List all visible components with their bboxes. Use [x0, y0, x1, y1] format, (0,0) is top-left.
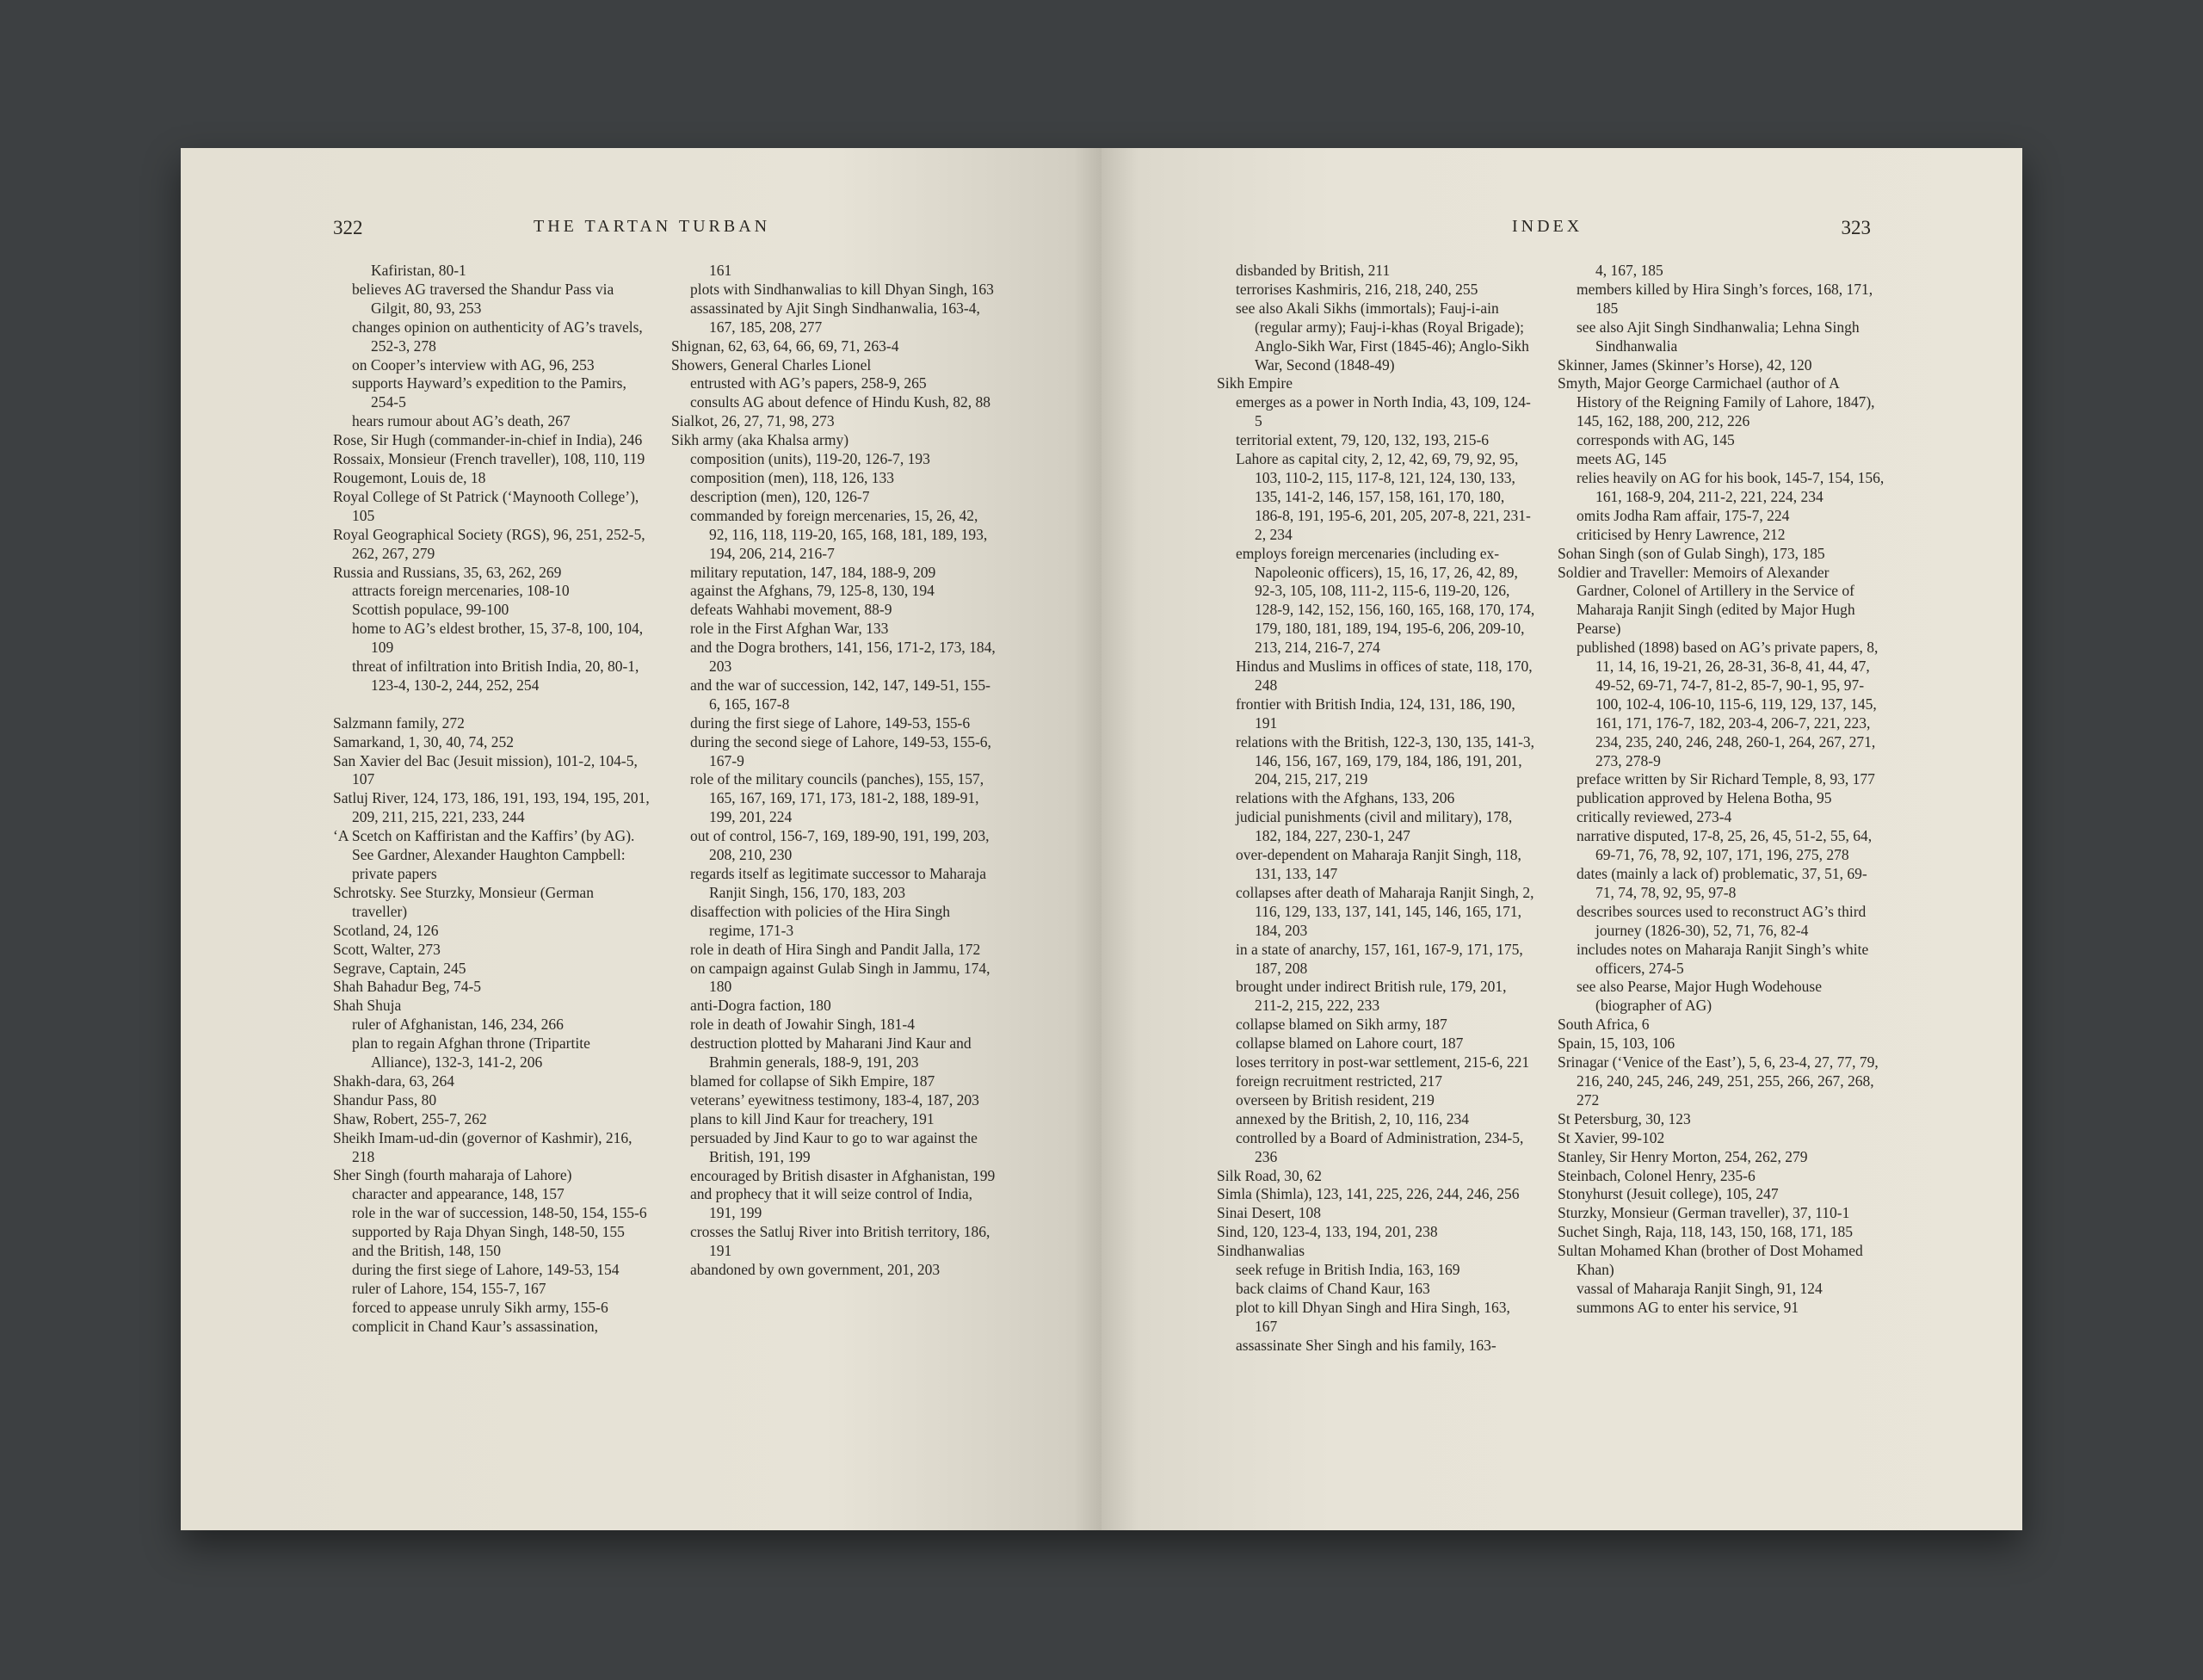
index-subentry: relations with the British, 122-3, 130, 135, 141-3, 146, 156, 167, 169, 179, 184, 186, 191, 201, 204, 215, 217, 219	[1236, 732, 1535, 788]
index-subentry: role in death of Jowahir Singh, 181-4	[690, 1016, 915, 1034]
index-entry: Salzmann family, 272	[333, 713, 465, 732]
index-subentry: Kafiristan, 80-1	[371, 262, 466, 279]
index-subentry: territorial extent, 79, 120, 132, 193, 215-6	[1236, 431, 1490, 449]
index-subentry: overseen by British resident, 219	[1236, 1090, 1435, 1109]
index-subentry: meets AG, 145	[1577, 450, 1667, 468]
left-page-number: 322	[333, 217, 363, 238]
index-entry: St Xavier, 99-102	[1558, 1128, 1665, 1146]
index-subentry: attracts foreign mercenaries, 108-10	[352, 582, 570, 600]
index-entry: St Petersburg, 30, 123	[1558, 1109, 1691, 1127]
index-subentry: criticised by Henry Lawrence, 212	[1577, 525, 1786, 543]
index-subentry: role in death of Hira Singh and Pandit Jalla, 172	[690, 940, 981, 958]
index-subentry: composition (units), 119-20, 126-7, 193	[690, 450, 930, 468]
index-entry: Soldier and Traveller: Memoirs of Alexander Gardner, Colonel of Artillery in the Service of Maharaja Ranjit Singh (edited by Major Hugh Pearse)	[1558, 563, 1855, 638]
index-subentry: entrusted with AG’s papers, 258-9, 265	[690, 374, 927, 392]
index-entry: Srinagar (‘Venice of the East’), 5, 6, 23-4, 27, 77, 79, 216, 240, 245, 246, 249, 251, 255, 266, 267, 268, 272	[1558, 1053, 1879, 1109]
index-subentry: plots with Sindhanwalias to kill Dhyan Singh, 163	[690, 280, 994, 298]
index-subentry: role in the First Afghan War, 133	[690, 620, 889, 638]
index-subentry: corresponds with AG, 145	[1577, 431, 1735, 449]
index-subentry: character and appearance, 148, 157	[352, 1185, 565, 1203]
index-subentry: and the British, 148, 150	[352, 1242, 502, 1260]
index-entry: Shakh-dara, 63, 264	[333, 1072, 454, 1090]
index-subentry: ruler of Afghanistan, 146, 234, 266	[352, 1016, 564, 1034]
index-entry: Sikh Empire	[1217, 374, 1293, 392]
index-subentry: forced to appease unruly Sikh army, 155-6	[352, 1298, 608, 1316]
index-entry: Rose, Sir Hugh (commander-in-chief in India), 246	[333, 431, 643, 449]
index-entry: Sheikh Imam-ud-din (governor of Kashmir), 216, 218	[333, 1128, 633, 1165]
index-subentry: publication approved by Helena Botha, 95	[1577, 789, 1832, 807]
index-subentry: assassinate Sher Singh and his family, 163-	[1236, 1336, 1496, 1354]
index-subentry: description (men), 120, 126-7	[690, 487, 870, 505]
index-subentry: commanded by foreign mercenaries, 15, 26, 42, 92, 116, 118, 119-20, 165, 168, 181, 189, 193, 194, 206, 214, 216-7	[690, 506, 988, 562]
index-subentry: seek refuge in British India, 163, 169	[1236, 1261, 1460, 1279]
index-subentry: military reputation, 147, 184, 188-9, 209	[690, 563, 936, 581]
index-subentry: regards itself as legitimate successor to Maharaja Ranjit Singh, 156, 170, 183, 203	[690, 865, 987, 901]
index-entry: Sturzky, Monsieur (German traveller), 37, 110-1	[1558, 1204, 1850, 1222]
index-entry: South Africa, 6	[1558, 1016, 1650, 1034]
index-subentry: collapse blamed on Sikh army, 187	[1236, 1016, 1447, 1034]
index-subentry: back claims of Chand Kaur, 163	[1236, 1279, 1430, 1297]
index-entry: Schrotsky. See Sturzky, Monsieur (German traveller)	[333, 883, 594, 920]
index-entry: Smyth, Major George Carmichael (author of A History of the Reigning Family of Lahore, 1847), 145, 162, 188, 200, 212, 226	[1558, 374, 1875, 430]
index-subentry: encouraged by British disaster in Afghanistan, 199	[690, 1166, 996, 1184]
index-subentry: and prophecy that it will seize control of India, 191, 199	[690, 1185, 973, 1222]
index-subentry: role of the military councils (panches), 155, 157, 165, 167, 169, 171, 173, 181-2, 188, 189-91, 199, 201, 224	[690, 770, 984, 826]
index-entry: Shaw, Robert, 255-7, 262	[333, 1109, 487, 1127]
index-subentry: disaffection with policies of the Hira Singh regime, 171-3	[690, 902, 950, 939]
index-entry: Steinbach, Colonel Henry, 235-6	[1558, 1166, 1756, 1184]
index-entry: Russia and Russians, 35, 63, 262, 269	[333, 563, 562, 581]
index-subentry: on Cooper’s interview with AG, 96, 253	[352, 355, 595, 374]
index-subentry: over-dependent on Maharaja Ranjit Singh, 118, 131, 133, 147	[1236, 846, 1521, 882]
index-subentry: employs foreign mercenaries (including ex-Napoleonic officers), 15, 16, 17, 26, 42, 89, 92-3, 105, 108, 111-2, 115-6, 119-20, 126, 128-9, 142, 152, 156, 160, 165, 168, 170, 174, 179, 180, 181, 189, 194, 195-6, 206, 209-10, 213, 214, 216-7, 274	[1236, 544, 1535, 657]
index-subentry: plot to kill Dhyan Singh and Hira Singh, 163, 167	[1236, 1298, 1510, 1335]
right-index-column-1	[1217, 262, 1535, 1356]
index-entry: Sindhanwalias	[1217, 1242, 1305, 1260]
index-entry: Sind, 120, 123-4, 133, 194, 201, 238	[1217, 1223, 1438, 1241]
index-subentry: anti-Dogra faction, 180	[690, 997, 831, 1015]
index-subentry: threat of infiltration into British India, 20, 80-1, 123-4, 130-2, 244, 252, 254	[352, 658, 639, 694]
left-index-column-1	[333, 262, 651, 1337]
index-entry: Rossaix, Monsieur (French traveller), 108, 110, 119	[333, 450, 645, 468]
index-subentry: crosses the Satluj River into British territory, 186, 191	[690, 1223, 990, 1260]
index-subentry: hears rumour about AG’s death, 267	[352, 412, 571, 430]
index-entry: Rougemont, Louis de, 18	[333, 468, 486, 486]
index-subentry: complicit in Chand Kaur’s assassination,	[352, 1317, 598, 1335]
index-entry: Simla (Shimla), 123, 141, 225, 226, 244, 246, 256	[1217, 1185, 1520, 1203]
index-subentry: plans to kill Jind Kaur for treachery, 191	[690, 1109, 935, 1127]
index-subentry: disbanded by British, 211	[1236, 262, 1391, 279]
index-entry: Sinai Desert, 108	[1217, 1204, 1322, 1222]
index-subentry: persuaded by Jind Kaur to go to war against the British, 191, 199	[690, 1128, 978, 1165]
book-spread	[181, 148, 2022, 1530]
index-subentry: published (1898) based on AG’s private papers, 8, 11, 14, 16, 19-21, 26, 28-31, 36-8, 41, 44, 47, 49-52, 69-71, 74-7, 81-2, 85-7, 90-1, 95, 97-100, 102-4, 106-10, 115-6, 119, 129, 137, 145, 161, 171, 176-7, 182, 203-4, 206-7, 221, 223, 234, 235, 240, 246, 248, 260-1, 264, 267, 271, 273, 278-9	[1577, 639, 1879, 769]
section-gap	[333, 695, 651, 714]
index-entry: Stanley, Sir Henry Morton, 254, 262, 279	[1558, 1147, 1808, 1165]
index-subentry: members killed by Hira Singh’s forces, 168, 171, 185	[1577, 280, 1873, 317]
index-entry: Segrave, Captain, 245	[333, 959, 466, 977]
index-entry: Sher Singh (fourth maharaja of Lahore)	[333, 1166, 572, 1184]
index-subentry: 161	[709, 262, 732, 279]
left-running-head	[181, 217, 1102, 246]
index-entry: Sialkot, 26, 27, 71, 98, 273	[671, 412, 835, 430]
index-subentry: see also Ajit Singh Sindhanwalia; Lehna Singh Sindhanwalia	[1577, 318, 1860, 355]
index-subentry: see also Pearse, Major Hugh Wodehouse (biographer of AG)	[1577, 978, 1823, 1015]
index-entry: Shah Shuja	[333, 997, 402, 1015]
index-subentry: annexed by the British, 2, 10, 116, 234	[1236, 1109, 1470, 1127]
index-entry: ‘A Scetch on Kaffiristan and the Kaffirs’ (by AG). See Gardner, Alexander Haughton Campbell: private papers	[333, 827, 635, 882]
index-subentry: on campaign against Gulab Singh in Jammu, 174, 180	[690, 959, 990, 996]
index-subentry: consults AG about defence of Hindu Kush, 82, 88	[690, 393, 990, 411]
index-subentry: during the first siege of Lahore, 149-53, 154	[352, 1261, 620, 1279]
index-subentry: ruler of Lahore, 154, 155-7, 167	[352, 1279, 546, 1297]
index-subentry: Scottish populace, 99-100	[352, 601, 509, 619]
right-running-title: INDEX	[1512, 217, 1583, 236]
index-subentry: changes opinion on authenticity of AG’s travels, 252-3, 278	[352, 318, 643, 355]
index-subentry: foreign recruitment restricted, 217	[1236, 1072, 1443, 1090]
index-subentry: during the first siege of Lahore, 149-53, 155-6	[690, 713, 971, 732]
index-entry: Shah Bahadur Beg, 74-5	[333, 978, 482, 996]
left-running-title: THE TARTAN TURBAN	[534, 217, 771, 236]
index-subentry: believes AG traversed the Shandur Pass via Gilgit, 80, 93, 253	[352, 280, 614, 317]
index-subentry: supports Hayward’s expedition to the Pamirs, 254-5	[352, 374, 626, 411]
index-entry: Suchet Singh, Raja, 118, 143, 150, 168, 171, 185	[1558, 1223, 1854, 1241]
index-subentry: plan to regain Afghan throne (Tripartite Alliance), 132-3, 141-2, 206	[352, 1035, 590, 1072]
index-subentry: during the second siege of Lahore, 149-53, 155-6, 167-9	[690, 732, 991, 769]
index-entry: Spain, 15, 103, 106	[1558, 1035, 1675, 1053]
index-subentry: assassinated by Ajit Singh Sindhanwalia, 163-4, 167, 185, 208, 277	[690, 299, 980, 336]
index-entry: Royal Geographical Society (RGS), 96, 251, 252-5, 262, 267, 279	[333, 525, 645, 562]
index-subentry: and the Dogra brothers, 141, 156, 171-2, 173, 184, 203	[690, 639, 996, 676]
right-index-column-2	[1558, 262, 1885, 1318]
index-subentry: includes notes on Maharaja Ranjit Singh’s white officers, 274-5	[1577, 940, 1869, 977]
index-subentry: narrative disputed, 17-8, 25, 26, 45, 51-2, 55, 64, 69-71, 76, 78, 92, 107, 171, 196, 275, 278	[1577, 827, 1873, 864]
index-subentry: frontier with British India, 124, 131, 186, 190, 191	[1236, 695, 1515, 732]
index-entry: Showers, General Charles Lionel	[671, 355, 872, 374]
index-entry: Skinner, James (Skinner’s Horse), 42, 120	[1558, 355, 1812, 374]
index-subentry: in a state of anarchy, 157, 161, 167-9, 171, 175, 187, 208	[1236, 940, 1523, 977]
index-entry: San Xavier del Bac (Jesuit mission), 101-2, 104-5, 107	[333, 751, 638, 788]
index-entry: Sikh army (aka Khalsa army)	[671, 431, 849, 449]
index-subentry: against the Afghans, 79, 125-8, 130, 194	[690, 582, 935, 600]
right-page-number: 323	[1841, 217, 1871, 238]
left-index-column-2	[671, 262, 998, 1280]
index-subentry: summons AG to enter his service, 91	[1577, 1298, 1799, 1316]
index-entry: Stonyhurst (Jesuit college), 105, 247	[1558, 1185, 1779, 1203]
index-subentry: omits Jodha Ram affair, 175-7, 224	[1577, 506, 1790, 524]
index-subentry: emerges as a power in North India, 43, 109, 124-5	[1236, 393, 1531, 430]
index-entry: Sultan Mohamed Khan (brother of Dost Mohamed Khan)	[1558, 1242, 1863, 1279]
index-entry: Scotland, 24, 126	[333, 921, 439, 939]
index-subentry: dates (mainly a lack of) problematic, 37, 51, 69-71, 74, 78, 92, 95, 97-8	[1577, 865, 1867, 901]
index-subentry: vassal of Maharaja Ranjit Singh, 91, 124	[1577, 1279, 1823, 1297]
index-subentry: terrorises Kashmiris, 216, 218, 240, 255	[1236, 280, 1478, 298]
index-subentry: Lahore as capital city, 2, 12, 42, 69, 79, 92, 95, 103, 110-2, 115, 117-8, 121, 124, 130, 133, 135, 141-2, 146, 157, 158, 161, 170, 180, 186-8, 191, 195-6, 201, 205, 207-8, 221, 231-2, 234	[1236, 450, 1531, 543]
index-subentry: loses territory in post-war settlement, 215-6, 221	[1236, 1053, 1530, 1072]
right-running-head	[1102, 217, 2022, 246]
index-subentry: defeats Wahhabi movement, 88-9	[690, 601, 892, 619]
index-subentry: relations with the Afghans, 133, 206	[1236, 789, 1455, 807]
index-subentry: abandoned by own government, 201, 203	[690, 1261, 941, 1279]
index-subentry: judicial punishments (civil and military), 178, 182, 184, 227, 230-1, 247	[1236, 808, 1513, 845]
index-subentry: preface written by Sir Richard Temple, 8, 93, 177	[1577, 770, 1875, 788]
index-entry: Scott, Walter, 273	[333, 940, 441, 958]
index-entry: Royal College of St Patrick (‘Maynooth College’), 105	[333, 487, 639, 524]
index-subentry: collapses after death of Maharaja Ranjit Singh, 2, 116, 129, 133, 137, 141, 145, 146, 165, 171, 184, 203	[1236, 883, 1534, 939]
index-subentry: Hindus and Muslims in offices of state, 118, 170, 248	[1236, 658, 1533, 694]
index-entry: Samarkand, 1, 30, 40, 74, 252	[333, 732, 514, 750]
index-subentry: destruction plotted by Maharani Jind Kaur and Brahmin generals, 188-9, 191, 203	[690, 1035, 972, 1072]
index-subentry: brought under indirect British rule, 179, 201, 211-2, 215, 222, 233	[1236, 978, 1507, 1015]
right-page	[1102, 148, 2022, 1530]
index-subentry: describes sources used to reconstruct AG’s third journey (1826-30), 52, 71, 76, 82-4	[1577, 902, 1867, 939]
index-subentry: see also Akali Sikhs (immortals); Fauj-i-ain (regular army); Fauj-i-khas (Royal Brigade); Anglo-Sikh War, First (1845-46); Anglo-Sikh War, Second (1848-49)	[1236, 299, 1529, 374]
index-entry: Shandur Pass, 80	[333, 1090, 437, 1109]
index-subentry: home to AG’s eldest brother, 15, 37-8, 100, 104, 109	[352, 620, 644, 657]
index-subentry: relies heavily on AG for his book, 145-7, 154, 156, 161, 168-9, 204, 211-2, 221, 224, 234	[1577, 468, 1885, 505]
left-page	[181, 148, 1102, 1530]
index-entry: Shignan, 62, 63, 64, 66, 69, 71, 263-4	[671, 337, 899, 355]
index-entry: Sohan Singh (son of Gulab Singh), 173, 185	[1558, 544, 1825, 562]
index-subentry: blamed for collapse of Sikh Empire, 187	[690, 1072, 935, 1090]
index-entry: Satluj River, 124, 173, 186, 191, 193, 194, 195, 201, 209, 211, 215, 221, 233, 244	[333, 789, 650, 826]
index-subentry: composition (men), 118, 126, 133	[690, 468, 895, 486]
index-subentry: and the war of succession, 142, 147, 149-51, 155-6, 165, 167-8	[690, 676, 990, 713]
index-subentry: out of control, 156-7, 169, 189-90, 191, 199, 203, 208, 210, 230	[690, 827, 990, 864]
index-entry: Silk Road, 30, 62	[1217, 1166, 1323, 1184]
index-subentry: supported by Raja Dhyan Singh, 148-50, 155	[352, 1223, 625, 1241]
index-subentry: role in the war of succession, 148-50, 154, 155-6	[352, 1204, 647, 1222]
index-subentry: controlled by a Board of Administration, 234-5, 236	[1236, 1128, 1524, 1165]
index-subentry: veterans’ eyewitness testimony, 183-4, 187, 203	[690, 1090, 979, 1109]
index-subentry: critically reviewed, 273-4	[1577, 808, 1732, 826]
index-subentry: 4, 167, 185	[1595, 262, 1663, 279]
index-subentry: collapse blamed on Lahore court, 187	[1236, 1035, 1464, 1053]
